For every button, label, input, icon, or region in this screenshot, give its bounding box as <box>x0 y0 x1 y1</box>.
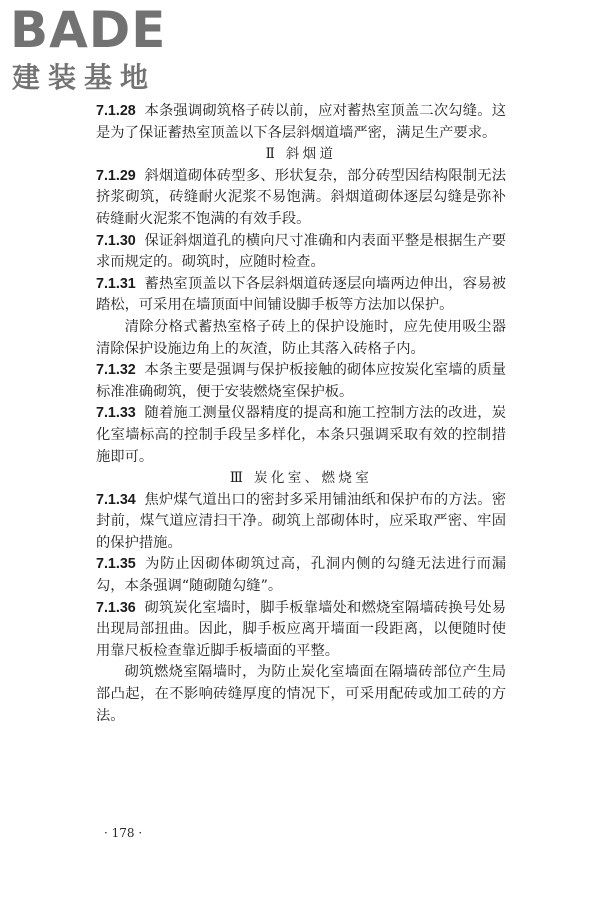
clause-number: 7.1.28 <box>96 103 136 119</box>
brand-logo <box>10 1 180 94</box>
clause-7-1-33 <box>96 403 506 468</box>
clause-7-1-31 <box>96 274 506 317</box>
section-heading: Ⅱ 斜烟道 <box>265 146 337 163</box>
clause-text: 本条强调砌筑格子砖以前，应对蓄热室顶盖二次勾缝。这是为了保证蓄热室顶盖以下各层斜烟道墙严密，满足生产要求。 <box>96 103 506 141</box>
clause-text: 蓄热室顶盖以下各层斜烟道砖逐层向墙两边伸出，容易被踏松，可采用在墙顶面中间铺设脚手板等方法加以保护。 <box>96 275 506 314</box>
clause-text: 斜烟道砌体砖型多、形状复杂，部分砖型因结构限制无法挤浆砌筑，砖缝耐火泥浆不易饱满。斜烟道砌体逐层勾缝是弥补砖缝耐火泥浆不饱满的有效手段。 <box>96 167 506 227</box>
clause-7-1-30 <box>96 231 506 274</box>
clause-number: 7.1.30 <box>96 232 136 249</box>
page-number: · 178 · <box>104 826 143 840</box>
clause-number: 7.1.33 <box>96 405 136 422</box>
section-heading: Ⅲ 炭化室、燃烧室 <box>229 470 373 487</box>
clause-text: 本条主要是强调与保护板接触的砌体应按炭化室墙的质量标准准确砌筑，便于安装燃烧室保护板。 <box>96 362 506 400</box>
clause-number: 7.1.32 <box>96 362 136 379</box>
continuation-paragraph: 清除分格式蓄热室格子砖上的保护设施时，应先使用吸尘器清除保护设施边角上的灰渣，防止其落入砖格子内。 <box>96 318 506 357</box>
clause-7-1-32 <box>96 360 506 403</box>
clause-text: 保证斜烟道孔的横向尺寸准确和内表面平整是根据生产要求而规定的。砌筑时，应随时检查。 <box>96 232 506 271</box>
clause-number: 7.1.29 <box>96 167 136 184</box>
clause-7-1-28 <box>96 101 506 144</box>
clause-text: 砌筑炭化室墙时，脚手板靠墙处和燃烧室隔墙砖换号处易出现局部扭曲。因此，脚手板应离开墙面一段距离，以便随时使用靠尺板检查靠近脚手板墙面的平整。 <box>96 599 506 659</box>
clause-text: 为防止因砌体砌筑过高，孔洞内侧的勾缝无法进行而漏勾，本条强调“随砌随勾缝”。 <box>96 556 506 595</box>
clause-7-1-36 <box>96 598 506 663</box>
logo-wordmark: BADE <box>10 1 167 59</box>
clause-number: 7.1.35 <box>96 556 136 573</box>
page-body <box>96 101 506 727</box>
clause-number: 7.1.34 <box>96 491 136 508</box>
clause-7-1-34 <box>96 490 506 555</box>
logo-subtitle: 建装基地 <box>12 61 157 94</box>
clause-number: 7.1.31 <box>96 275 136 292</box>
clause-number: 7.1.36 <box>96 599 136 616</box>
clause-text: 焦炉煤气道出口的密封多采用铺油纸和保护布的方法。密封前，煤气道应清扫干净。砌筑上部砌体时，应采取严密、牢固的保护措施。 <box>96 491 506 551</box>
continuation-paragraph: 砌筑燃烧室隔墙时，为防止炭化室墙面在隔墙砖部位产生局部凸起，在不影响砖缝厚度的情况下，可采用配砖或加工砖的方法。 <box>96 664 506 724</box>
clause-7-1-35 <box>96 554 506 597</box>
clause-text: 随着施工测量仪器精度的提高和施工控制方法的改进，炭化室墙标高的控制手段呈多样化，本条只强调采取有效的控制措施即可。 <box>96 405 506 465</box>
clause-7-1-29 <box>96 166 506 231</box>
